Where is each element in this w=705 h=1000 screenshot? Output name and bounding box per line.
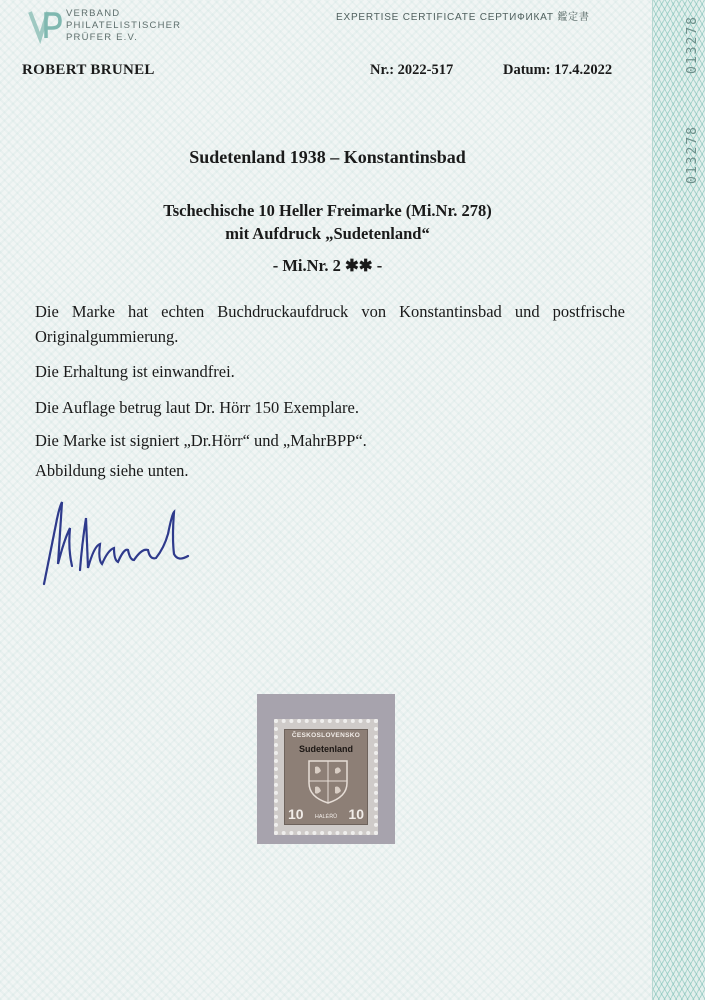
organization-name — [66, 8, 181, 44]
body-paragraph: Die Marke ist signiert „Dr.Hörr“ und „MahrBPP“. — [35, 431, 367, 450]
subtitle-line-1: Tschechische 10 Heller Freimarke (Mi.Nr. 278) — [163, 201, 492, 220]
stamp-value-right: 10 — [348, 806, 364, 822]
stamp-country: ČESKOSLOVENSKO — [291, 732, 361, 739]
stamp-design — [284, 729, 368, 825]
serial-number-top: 013278 — [685, 15, 700, 74]
subtitle-line-3: - Mi.Nr. 2 ✱✱ - — [272, 256, 383, 275]
certificate-headline: Sudetenland 1938 – Konstantinsbad — [189, 147, 466, 167]
expert-name: ROBERT BRUNEL — [22, 62, 155, 78]
body-paragraph: Die Marke hat echten Buchdruckaufdruck von Konstantinsbad und postfrische Originalgummierung. — [35, 302, 625, 346]
serial-number-side: 013278 — [685, 125, 700, 184]
organization-line: VERBAND — [66, 8, 121, 19]
certificate-number: Nr.: 2022-517 — [370, 62, 454, 78]
certificate-title: EXPERTISE CERTIFICATE СЕРТИФИКАТ 鑑定書 — [336, 12, 590, 23]
stamp-image — [274, 719, 378, 835]
stamp-overprint: Sudetenland — [298, 744, 353, 754]
vp-logo-icon — [28, 8, 62, 44]
expert-signature — [38, 494, 198, 588]
coat-of-arms-icon — [303, 757, 353, 805]
body-paragraph: Abbildung siehe unten. — [35, 461, 189, 480]
stamp-value-left: 10 — [288, 806, 304, 822]
organization-line: PHILATELISTISCHER — [66, 20, 182, 31]
stamp-unit: HALÉŘŮ — [314, 814, 338, 820]
body-paragraph: Die Auflage betrug laut Dr. Hörr 150 Exemplare. — [35, 398, 359, 417]
security-border — [652, 0, 705, 1000]
body-paragraph: Die Erhaltung ist einwandfrei. — [35, 362, 235, 381]
certificate-date: Datum: 17.4.2022 — [503, 62, 613, 78]
organization-line: PRÜFER E.V. — [66, 32, 138, 43]
subtitle-line-2: mit Aufdruck „Sudetenland“ — [225, 224, 430, 243]
